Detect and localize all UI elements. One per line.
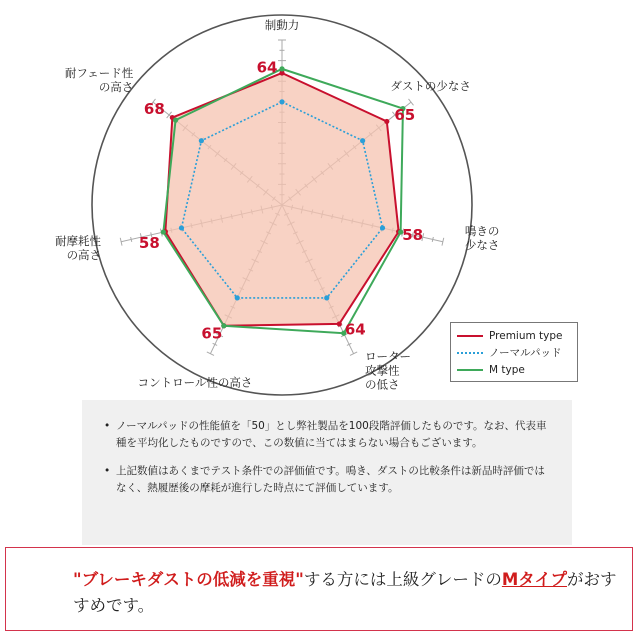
axis-label: の低さ [364, 377, 400, 392]
m-type-point [161, 229, 166, 234]
note-item [104, 463, 554, 497]
value-label: 65 [394, 105, 416, 124]
axis-label: 少なさ [464, 237, 500, 252]
legend-item-m [457, 361, 577, 378]
value-label: 68 [143, 100, 165, 119]
axis-label: 制動力 [264, 18, 300, 33]
normal-pad-point [279, 99, 284, 104]
legend-item-normal [457, 344, 577, 361]
m-type-point [279, 66, 284, 71]
axis-label: 鳴きの [464, 223, 500, 238]
legend-label-premium: Premium type [489, 329, 563, 342]
callout-quote: "ブレーキダストの低減を重視" [73, 570, 304, 589]
callout-end: がおすすめです。 [73, 570, 617, 615]
normal-pad-point [360, 138, 365, 143]
recommendation-callout [5, 547, 633, 631]
normal-pad-point [380, 225, 385, 230]
m-type-point [173, 118, 178, 123]
normal-pad-point [235, 295, 240, 300]
legend-label-normal: ノーマルパッド [489, 347, 562, 359]
axis-label: 耐フェード性 [64, 65, 134, 80]
axis-label: 攻撃性 [364, 363, 400, 378]
value-label: 64 [256, 58, 278, 77]
value-label: 58 [402, 226, 424, 245]
legend-swatch-normal [457, 349, 483, 357]
chart-legend [450, 322, 578, 382]
axis-label: の高さ [66, 247, 102, 262]
premium-type-point [337, 321, 342, 326]
legend-swatch-premium [457, 332, 483, 340]
axis-label: ダストの少なさ [390, 78, 471, 93]
notes-box [82, 400, 572, 545]
callout-middle: する方には上級グレードの [303, 570, 502, 589]
bullet-icon: • [104, 420, 111, 432]
legend-swatch-m [457, 366, 483, 374]
callout-m-type: Mタイプ [501, 570, 567, 589]
bullet-icon: • [104, 465, 111, 477]
premium-type-point [384, 119, 389, 124]
note-text: ノーマルパッドの性能値を「50」とし弊社製品を100段階評価したものです。なお、代表車種を平均化したものですので、この数値に当てはまらない場合もございます。 [116, 420, 547, 449]
value-label: 58 [138, 234, 160, 253]
legend-item-premium [457, 327, 577, 344]
normal-pad-point [179, 225, 184, 230]
normal-pad-point [324, 295, 329, 300]
legend-label-m: M type [489, 363, 525, 376]
axis-label: コントロール性の高さ [137, 375, 253, 390]
axis-label: 耐摩耗性 [55, 233, 102, 248]
note-text: 上記数値はあくまでテスト条件での評価値です。鳴き、ダストの比較条件は新品時評価ではなく、熱履歴後の摩耗が進行した時点にて評価しています。 [116, 465, 545, 494]
value-label: 65 [201, 324, 223, 343]
axis-label: の高さ [98, 79, 134, 94]
note-item [104, 418, 554, 452]
value-label: 64 [344, 320, 366, 339]
normal-pad-point [199, 138, 204, 143]
axis-label: ローター [364, 349, 411, 364]
